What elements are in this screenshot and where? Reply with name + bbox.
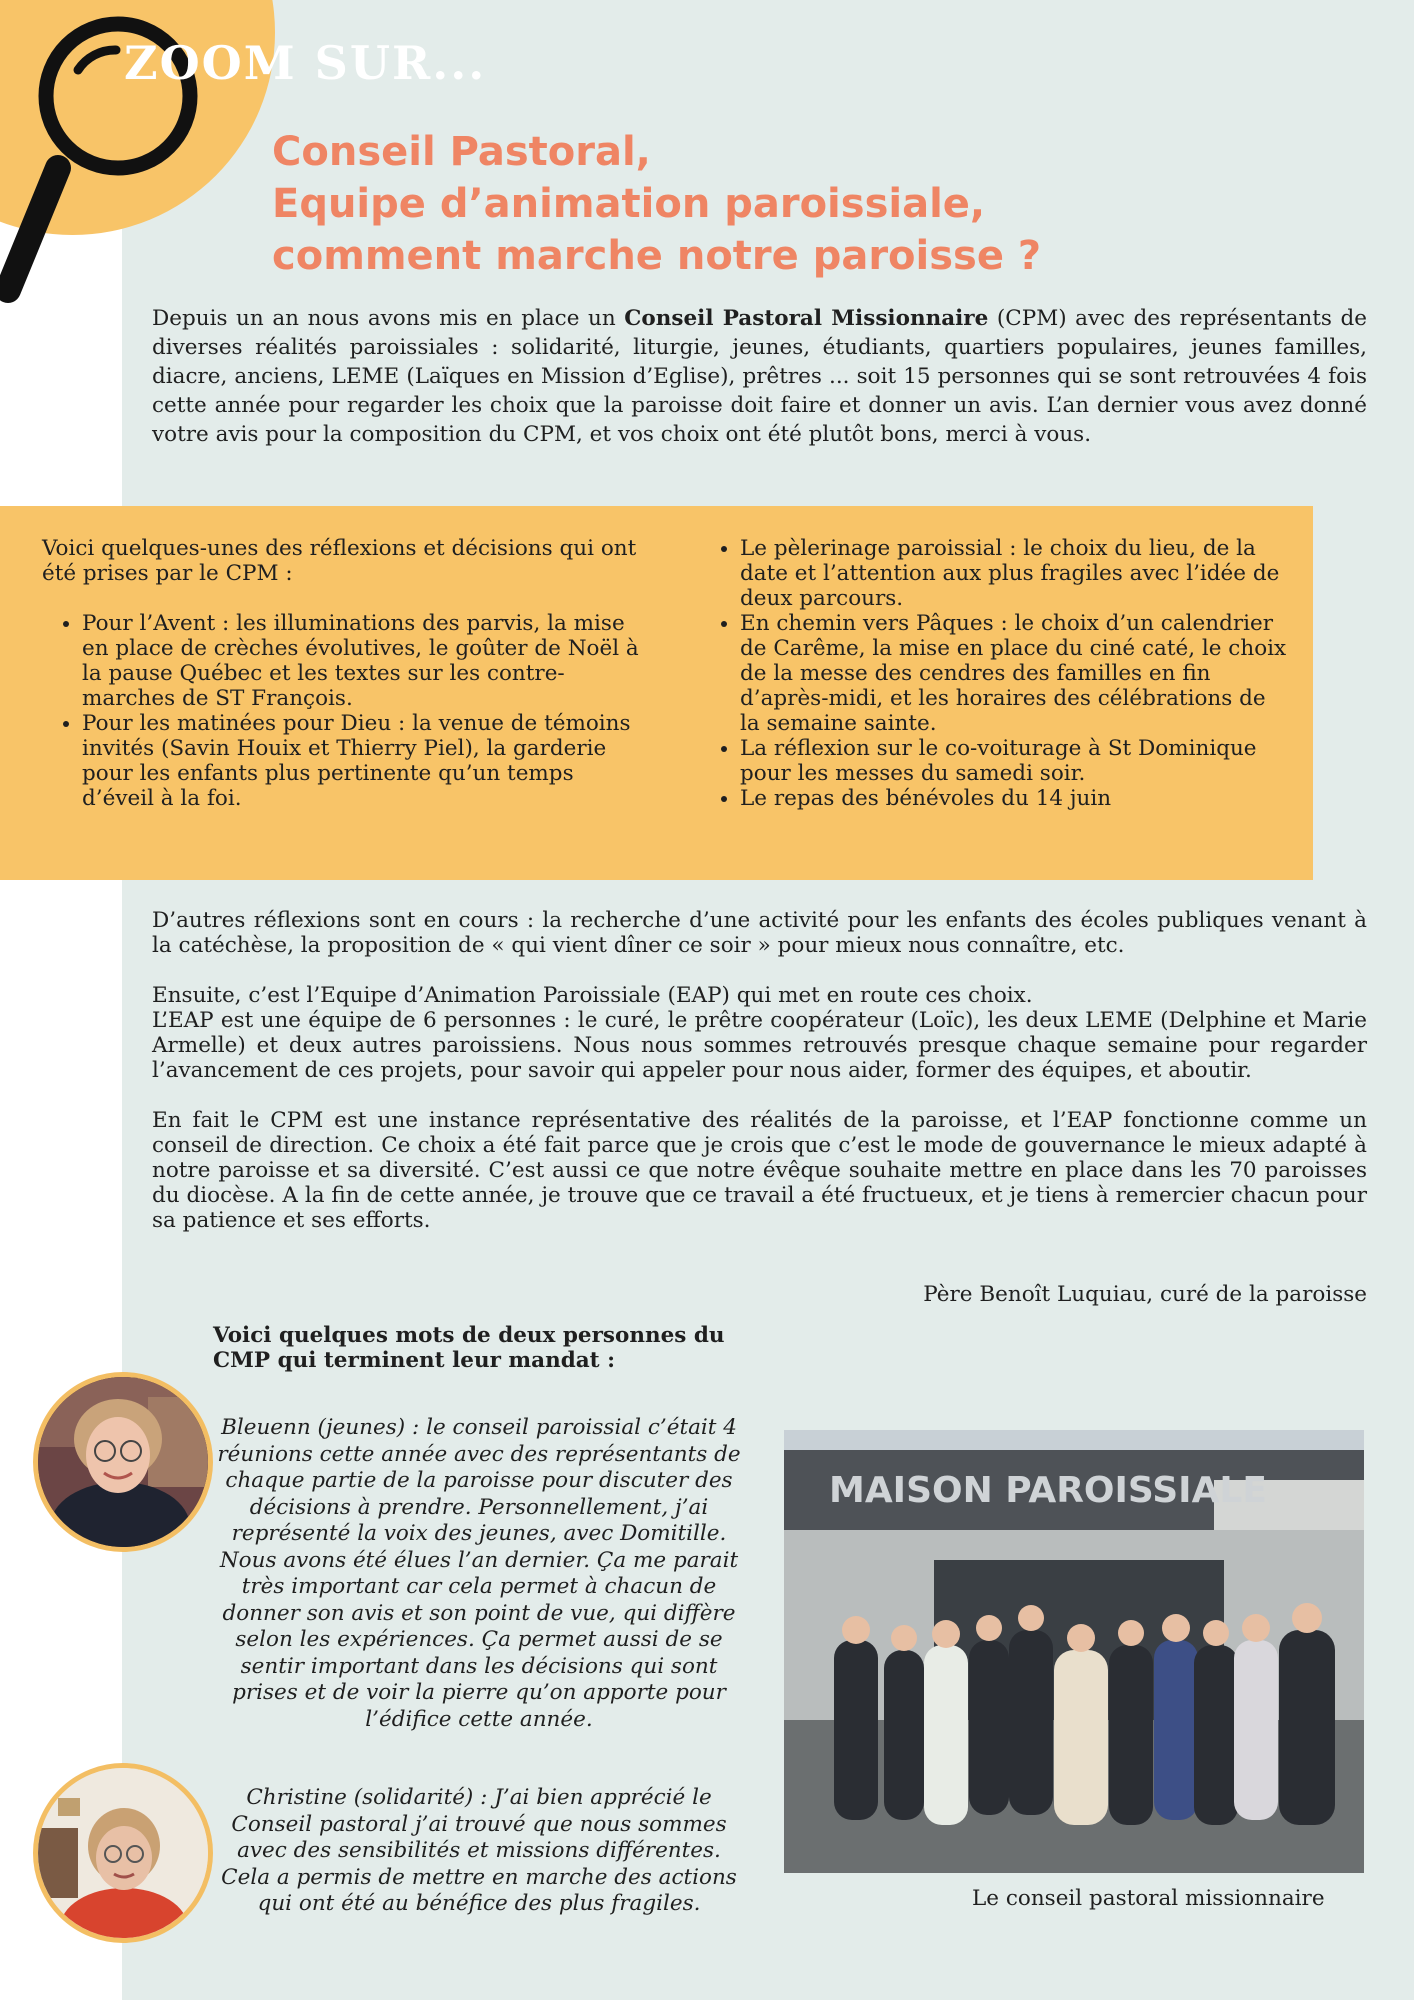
avatar-christine [33, 1763, 213, 1943]
title-line: comment marche notre paroisse ? [272, 233, 1042, 279]
paragraph: En fait le CPM est une instance représentative des réalités de la paroisse, et l’EAP fonctionne comme un conseil de direction. Ce choix a été fait parce que je crois que c’est le mode de gouvernance le mieux adapté à notre paroisse et sa diversité. C’est aussi ce que notre évêque souhaite mettre en place dans les 70 paroisses du diocèse. A la fin de cette année, je trouve que ce travail a été fructueux, et je tiens à remercier chacun pour sa patience et ses efforts. [152, 1108, 1367, 1233]
testimonials-title: Voici quelques mots de deux personnes du CMP qui terminent leur mandat : [213, 1323, 725, 1373]
signature: Père Benoît Luquiau, curé de la paroisse [923, 1282, 1367, 1307]
zoom-label: ZOOM SUR... [124, 36, 487, 90]
title-line: Equipe d’animation paroissiale, [272, 181, 986, 227]
avatar-bleuenn [33, 1372, 213, 1552]
testimonial-bleuenn: Bleuenn (jeunes) : le conseil paroissial c’était 4 réunions cette année avec des représentants de chaque partie de la paroisse pour discuter des décisions à prendre. Personnellement, j’ai représenté la voix des jeunes, avec Domitille. Nous avons été élues l’an dernier. Ça me parait très important car cela permet à chacun de donner son avis et son point de vue, qui diffère selon les expériences. Ça permet aussi de se sentir important dans les décisions qui sont prises et de voir la pierre qu’on apporte pour l’édifice cette année. [217, 1415, 741, 1732]
paragraph: L’EAP est une équipe de 6 personnes : le curé, le prêtre coopérateur (Loïc), les deux LEME (Delphine et Marie Armelle) et deux autres paroissiens. Nous nous sommes retrouvés presque chaque semaine pour regarder l’avancement de ces projets, pour savoir qui appeler pour nous aider, former des équipes, et aboutir. [152, 1008, 1367, 1083]
page-title [272, 126, 1041, 282]
group-photo [784, 1430, 1364, 1873]
list-item: • La réflexion sur le co-voiturage à St Dominique pour les messes du samedi soir. [740, 736, 1290, 786]
title-line: Conseil Pastoral, [272, 129, 651, 175]
list-item: • Pour l’Avent : les illuminations des parvis, la mise en place de crèches évolutives, le goûter de Noël à la pause Québec et les textes sur les contre-marches de ST François. [82, 611, 652, 711]
list-item: • Le repas des bénévoles du 14 juin [740, 786, 1290, 811]
intro-bold: Conseil Pastoral Missionnaire [624, 306, 989, 331]
paragraph: D’autres réflexions sont en cours : la recherche d’une activité pour les enfants des écoles publiques venant à la catéchèse, la proposition de « qui vient dîner ce soir » pour mieux nous connaître, etc. [152, 908, 1367, 958]
photo-caption: Le conseil pastoral missionnaire [972, 1886, 1325, 1911]
list-item: • Le pèlerinage paroissial : le choix du lieu, de la date et l’attention aux plus fragiles avec l’idée de deux parcours. [740, 536, 1290, 611]
decisions-right-column [700, 536, 1290, 811]
paragraph: Ensuite, c’est l’Equipe d’Animation Paroissiale (EAP) qui met en route ces choix. [152, 983, 1033, 1008]
decisions-list [700, 536, 1290, 811]
decisions-left-column [42, 536, 652, 811]
decisions-list [42, 611, 652, 811]
photo-sign: MAISON PAROISSIALE [829, 1470, 1267, 1511]
intro-paragraph [152, 304, 1367, 449]
decisions-intro: Voici quelques-unes des réflexions et décisions qui ont été prises par le CPM : [42, 536, 637, 586]
intro-text: (CPM) avec des représentants de diverses réalités paroissiales : solidarité, liturgie, jeunes, étudiants, quartiers populaires, jeunes familles, diacre, anciens, LEME (Laïques en Mission d’Eglise), prêtres ... soit 15 personnes qui se sont retrouvées 4 fois cette année pour regarder les choix que la paroisse doit faire et donner un avis. L’an dernier vous avez donné votre avis pour la composition du CPM, et vos choix ont été plutôt bons, merci à vous. [152, 306, 1367, 447]
testimonial-christine: Christine (solidarité) : J’ai bien apprécié le Conseil pastoral j’ai trouvé que nous sommes avec des sensibilités et missions différentes. Cela a permis de mettre en marche des actions qui ont été au bénéfice des plus fragiles. [221, 1785, 737, 1916]
article-body [152, 908, 1367, 1258]
list-item: • En chemin vers Pâques : le choix d’un calendrier de Carême, la mise en place du ciné caté, le choix de la messe des cendres des familles en fin d’après-midi, et les horaires des célébrations de la semaine sainte. [740, 611, 1290, 736]
intro-text: Depuis un an nous avons mis en place un [152, 306, 625, 331]
list-item: • Pour les matinées pour Dieu : la venue de témoins invités (Savin Houix et Thierry Piel), la garderie pour les enfants plus pertinente qu’un temps d’éveil à la foi. [82, 711, 652, 811]
